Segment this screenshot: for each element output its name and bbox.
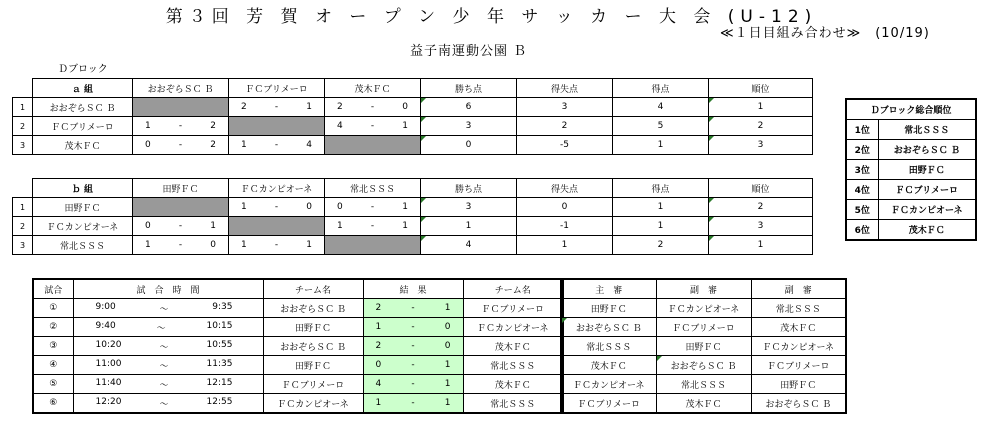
table-row — [13, 198, 813, 217]
table-row — [561, 375, 846, 394]
match-time: 10:20 ～ 10:55 — [73, 337, 263, 356]
header-team: チーム名 — [463, 279, 563, 299]
table-row — [846, 160, 976, 180]
table-row — [13, 217, 813, 236]
group-name: ａ 組 — [33, 79, 133, 98]
match-result: 1 - 1 — [363, 394, 463, 414]
column-header: 得点 — [613, 179, 709, 198]
column-header: 順位 — [709, 79, 813, 98]
row-number: 2 — [13, 117, 33, 136]
table-row — [846, 140, 976, 160]
goals-cell: 2 — [613, 236, 709, 255]
score-cell: 0 - 2 — [133, 136, 229, 155]
table-row — [33, 394, 563, 414]
table-row — [33, 299, 563, 318]
table-row — [13, 236, 813, 255]
row-team: 田野ＦＣ — [33, 198, 133, 217]
table-row — [561, 318, 846, 337]
row-number: 1 — [13, 198, 33, 217]
table-row — [561, 337, 846, 356]
table-row — [33, 375, 563, 394]
page-subtitle: ≪１日目組み合わせ≫ (10/19) — [720, 26, 930, 41]
table-row — [846, 180, 976, 200]
points-cell: 1 — [421, 217, 517, 236]
column-team: 常北ＳＳＳ — [325, 179, 421, 198]
row-team: ＦＣブリメーロ — [33, 117, 133, 136]
away-team: 常北ＳＳＳ — [463, 394, 563, 414]
match-number: ① — [33, 299, 73, 318]
rank-team: おおぞらＳＣ Ｂ — [878, 140, 976, 160]
match-number: ⑤ — [33, 375, 73, 394]
match-time: 9:00 ～ 9:35 — [73, 299, 263, 318]
referee-cell: 田野ＦＣ — [656, 337, 751, 356]
group-name: ｂ 組 — [33, 179, 133, 198]
goals-cell: 5 — [613, 117, 709, 136]
match-time: 11:40 ～ 12:15 — [73, 375, 263, 394]
row-number: 1 — [13, 98, 33, 117]
match-number: ③ — [33, 337, 73, 356]
match-number: ② — [33, 318, 73, 337]
goals-cell: 4 — [613, 98, 709, 117]
match-number: ④ — [33, 356, 73, 375]
column-header: 得点 — [613, 79, 709, 98]
rank-cell: 1 — [709, 236, 813, 255]
home-team: おおぞらＳＣ Ｂ — [263, 299, 363, 318]
header-time: 試 合 時 間 — [73, 279, 263, 299]
referee-cell: 茂木ＦＣ — [656, 394, 751, 414]
table-row — [33, 337, 563, 356]
diff-cell: 0 — [517, 198, 613, 217]
self-match-cell — [229, 217, 325, 236]
referee-cell: おおぞらＳＣ Ｂ — [561, 318, 656, 337]
rank-position: 2位 — [846, 140, 878, 160]
row-team: 茂木ＦＣ — [33, 136, 133, 155]
score-cell: 2 - 0 — [325, 98, 421, 117]
rank-team: ＦＣカンピオーネ — [878, 200, 976, 220]
self-match-cell — [133, 98, 229, 117]
score-cell: 4 - 1 — [325, 117, 421, 136]
group-b-table — [12, 178, 813, 255]
header-assistant-referee: 副 審 — [751, 279, 846, 299]
rank-position: 1位 — [846, 120, 878, 140]
rank-team: 田野ＦＣ — [878, 160, 976, 180]
column-header: 得失点 — [517, 179, 613, 198]
score-cell: 1 - 4 — [229, 136, 325, 155]
diff-cell: -5 — [517, 136, 613, 155]
home-team: 田野ＦＣ — [263, 318, 363, 337]
referee-cell: 茂木ＦＣ — [751, 318, 846, 337]
table-row — [13, 117, 813, 136]
referee-cell: ＦＣブリメーロ — [561, 394, 656, 414]
rank-cell: 2 — [709, 198, 813, 217]
column-header: 勝ち点 — [421, 179, 517, 198]
referee-table — [560, 278, 847, 414]
column-header: 順位 — [709, 179, 813, 198]
column-team: 田野ＦＣ — [133, 179, 229, 198]
row-number: 2 — [13, 217, 33, 236]
rank-team: ＦＣブリメーロ — [878, 180, 976, 200]
match-result: 2 - 1 — [363, 299, 463, 318]
rank-team: 茂木ＦＣ — [878, 220, 976, 241]
row-number: 3 — [13, 236, 33, 255]
referee-cell: 田野ＦＣ — [561, 299, 656, 318]
away-team: 茂木ＦＣ — [463, 337, 563, 356]
header-main-referee: 主 審 — [561, 279, 656, 299]
referee-cell: ＦＣブリメーロ — [751, 356, 846, 375]
home-team: おおぞらＳＣ Ｂ — [263, 337, 363, 356]
rank-position: 5位 — [846, 200, 878, 220]
referee-cell: ＦＣカンピオーネ — [561, 375, 656, 394]
table-row — [13, 136, 813, 155]
block-label: Ｄブロック — [58, 64, 108, 75]
referee-cell: おおぞらＳＣ Ｂ — [751, 394, 846, 414]
header-match: 試合 — [33, 279, 73, 299]
diff-cell: 2 — [517, 117, 613, 136]
row-team: ＦＣカンピオーネ — [33, 217, 133, 236]
score-cell: 2 - 1 — [229, 98, 325, 117]
self-match-cell — [325, 136, 421, 155]
score-cell: 1 - 1 — [325, 217, 421, 236]
score-cell: 1 - 0 — [133, 236, 229, 255]
goals-cell: 1 — [613, 136, 709, 155]
header-result: 結 果 — [363, 279, 463, 299]
points-cell: 0 — [421, 136, 517, 155]
score-cell: 1 - 2 — [133, 117, 229, 136]
diff-cell: -1 — [517, 217, 613, 236]
self-match-cell — [229, 117, 325, 136]
points-cell: 6 — [421, 98, 517, 117]
page-title: 第３回 芳 賀 オ ー プ ン 少 年 サ ッ カ ー 大 会 (U-12) — [165, 7, 818, 27]
away-team: 常北ＳＳＳ — [463, 356, 563, 375]
rank-position: 6位 — [846, 220, 878, 241]
venue-label: 益子南運動公園 Ｂ — [410, 44, 528, 59]
score-cell: 0 - 1 — [133, 217, 229, 236]
table-row — [846, 220, 976, 241]
overall-ranking-table — [845, 98, 977, 241]
table-row — [846, 200, 976, 220]
referee-cell: 常北ＳＳＳ — [656, 375, 751, 394]
rank-team: 常北ＳＳＳ — [878, 120, 976, 140]
rank-cell: 2 — [709, 117, 813, 136]
row-number: 3 — [13, 136, 33, 155]
column-team: ＦＣブリメーロ — [229, 79, 325, 98]
points-cell: 4 — [421, 236, 517, 255]
rank-cell: 3 — [709, 136, 813, 155]
diff-cell: 1 — [517, 236, 613, 255]
rank-cell: 3 — [709, 217, 813, 236]
row-team: 常北ＳＳＳ — [33, 236, 133, 255]
table-row — [33, 318, 563, 337]
home-team: ＦＣブリメーロ — [263, 375, 363, 394]
row-team: おおぞらＳＣ Ｂ — [33, 98, 133, 117]
table-row — [13, 98, 813, 117]
goals-cell: 1 — [613, 198, 709, 217]
column-team: ＦＣカンピオーネ — [229, 179, 325, 198]
goals-cell: 1 — [613, 217, 709, 236]
schedule-table — [32, 278, 564, 414]
ranking-title: Ｄブロック総合順位 — [846, 99, 976, 120]
match-result: 4 - 1 — [363, 375, 463, 394]
points-cell: 3 — [421, 117, 517, 136]
column-team: 茂木ＦＣ — [325, 79, 421, 98]
points-cell: 3 — [421, 198, 517, 217]
match-result: 2 - 0 — [363, 337, 463, 356]
score-cell: 1 - 1 — [229, 236, 325, 255]
referee-cell: 常北ＳＳＳ — [561, 337, 656, 356]
header-team: チーム名 — [263, 279, 363, 299]
table-row — [561, 299, 846, 318]
column-header: 得失点 — [517, 79, 613, 98]
referee-cell: 茂木ＦＣ — [561, 356, 656, 375]
away-team: ＦＣブリメーロ — [463, 299, 563, 318]
group-a-table — [12, 78, 813, 155]
away-team: ＦＣカンピオーネ — [463, 318, 563, 337]
referee-cell: ＦＣブリメーロ — [656, 318, 751, 337]
column-team: おおぞらＳＣ Ｂ — [133, 79, 229, 98]
match-time: 9:40 ～ 10:15 — [73, 318, 263, 337]
diff-cell: 3 — [517, 98, 613, 117]
match-number: ⑥ — [33, 394, 73, 414]
away-team: 茂木ＦＣ — [463, 375, 563, 394]
score-cell: 1 - 0 — [229, 198, 325, 217]
self-match-cell — [133, 198, 229, 217]
match-result: 1 - 0 — [363, 318, 463, 337]
referee-cell: ＦＣカンピオーネ — [656, 299, 751, 318]
self-match-cell — [325, 236, 421, 255]
rank-cell: 1 — [709, 98, 813, 117]
rank-position: 3位 — [846, 160, 878, 180]
table-row — [846, 120, 976, 140]
referee-cell: 田野ＦＣ — [751, 375, 846, 394]
header-assistant-referee: 副 審 — [656, 279, 751, 299]
match-time: 11:00 ～ 11:35 — [73, 356, 263, 375]
table-row — [33, 356, 563, 375]
table-row — [561, 356, 846, 375]
rank-position: 4位 — [846, 180, 878, 200]
table-row — [561, 394, 846, 414]
referee-cell: 常北ＳＳＳ — [751, 299, 846, 318]
home-team: 田野ＦＣ — [263, 356, 363, 375]
referee-cell: おおぞらＳＣ Ｂ — [656, 356, 751, 375]
column-header: 勝ち点 — [421, 79, 517, 98]
score-cell: 0 - 1 — [325, 198, 421, 217]
home-team: ＦＣカンピオーネ — [263, 394, 363, 414]
match-time: 12:20 ～ 12:55 — [73, 394, 263, 414]
match-result: 0 - 1 — [363, 356, 463, 375]
referee-cell: ＦＣカンピオーネ — [751, 337, 846, 356]
